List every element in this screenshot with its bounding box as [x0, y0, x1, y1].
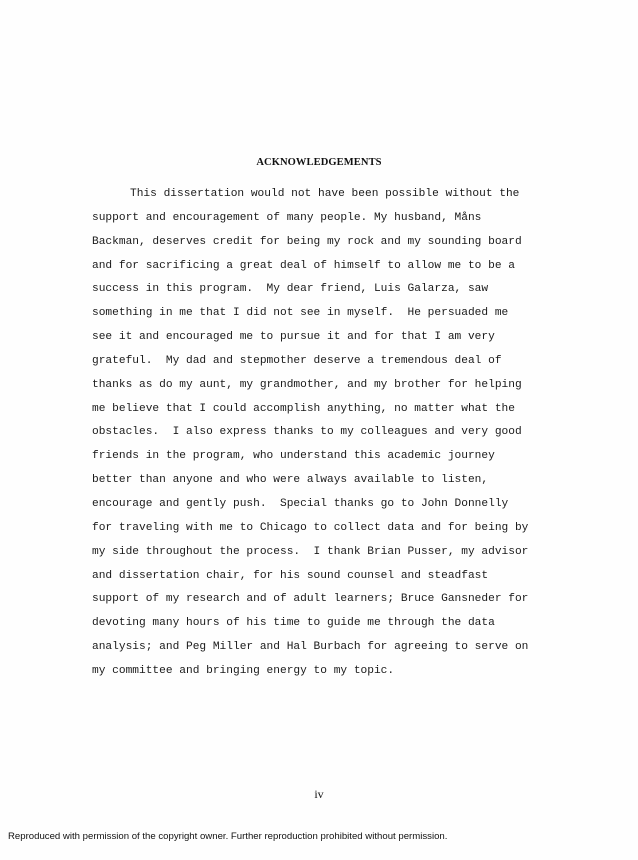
- paragraph-line: my committee and bringing energy to my topic.: [92, 664, 395, 677]
- section-heading: ACKNOWLEDGEMENTS: [256, 157, 382, 168]
- paragraph-line: success in this program. My dear friend, Luis Galarza, saw: [92, 283, 489, 296]
- copyright-notice: Reproduced with permission of the copyright owner. Further reproduction prohibited without permission.: [8, 831, 448, 842]
- paragraph-line: better than anyone and who were always available to listen,: [92, 474, 489, 487]
- paragraph-line: grateful. My dad and stepmother deserve a tremendous deal of: [92, 354, 502, 367]
- paragraph-line: something in me that I did not see in myself. He persuaded me: [92, 307, 509, 320]
- paragraph-line: Backman, deserves credit for being my rock and my sounding board: [92, 235, 522, 248]
- paragraph-line: support of my research and of adult learners; Bruce Gansneder for: [92, 593, 529, 606]
- paragraph-line: thanks as do my aunt, my grandmother, and my brother for helping: [92, 378, 522, 391]
- paragraph-line: analysis; and Peg Miller and Hal Burbach for agreeing to serve on: [92, 641, 529, 654]
- paragraph-line: and for sacrificing a great deal of himself to allow me to be a: [92, 259, 515, 272]
- paragraph-line: encourage and gently push. Special thanks go to John Donnelly: [92, 497, 509, 510]
- paragraph-line: see it and encouraged me to pursue it and for that I am very: [92, 331, 495, 344]
- page-number: iv: [314, 787, 324, 801]
- paragraph-line: me believe that I could accomplish anything, no matter what the: [92, 402, 515, 415]
- paragraph-line: support and encouragement of many people. My husband, Måns: [92, 211, 482, 224]
- acknowledgements-paragraph: [92, 183, 552, 684]
- paragraph-line: obstacles. I also express thanks to my colleagues and very good: [92, 426, 522, 439]
- paragraph-line: This dissertation would not have been possible without the: [130, 188, 520, 200]
- paragraph-line: for traveling with me to Chicago to collect data and for being by: [92, 521, 529, 534]
- paragraph-line: devoting many hours of his time to guide me through the data: [92, 617, 495, 630]
- paragraph-line: my side throughout the process. I thank Brian Pusser, my advisor: [92, 545, 529, 558]
- paragraph-line: friends in the program, who understand this academic journey: [92, 450, 495, 463]
- paragraph-line: and dissertation chair, for his sound counsel and steadfast: [92, 569, 489, 582]
